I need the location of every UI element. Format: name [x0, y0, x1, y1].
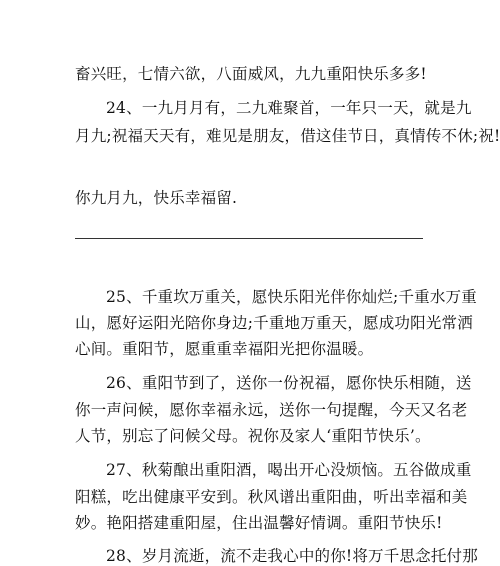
- text-line-4: 你九月九，快乐幸福留.: [75, 189, 238, 207]
- text-line-3: 月九;祝福天天有，难见是朋友，借这佳节日，真情传不休;祝!: [75, 127, 500, 145]
- text-line-5: 25、千重坎万重关，愿快乐阳光伴你灿烂;千重水万重: [106, 288, 477, 306]
- page-divider: [75, 238, 423, 239]
- text-line-13: 妙。艳阳搭建重阳屋，住出温馨好情调。重阳节快乐!: [75, 514, 443, 532]
- text-line-12: 阳糕，吃出健康平安到。秋风谱出重阳曲，听出幸福和美: [75, 488, 468, 506]
- text-line-7: 心间。重阳节，愿重重幸福阳光把你温暖。: [75, 340, 374, 358]
- text-line-1: 畜兴旺，七情六欲，八面威风，九九重阳快乐多多!: [75, 65, 427, 83]
- text-line-11: 27、秋菊酿出重阳酒，喝出开心没烦恼。五谷做成重: [106, 461, 472, 479]
- text-line-6: 山，愿好运阳光陪你身边;千重地万重天，愿成功阳光常洒: [75, 314, 473, 332]
- text-line-2: 24、一九月月有，二九难聚首，一年只一天，就是九: [106, 99, 472, 117]
- text-line-9: 你一声问候，愿你幸福永远，送你一句提醒，今天又名老: [75, 401, 468, 419]
- text-line-8: 26、重阳节到了，送你一份祝福，愿你快乐相随，送: [106, 374, 472, 392]
- text-line-10: 人节，别忘了问候父母。祝你及家人‘重阳节快乐’。: [75, 427, 431, 445]
- text-line-14: 28、岁月流逝，流不走我心中的你!将万千思念托付那: [106, 547, 478, 565]
